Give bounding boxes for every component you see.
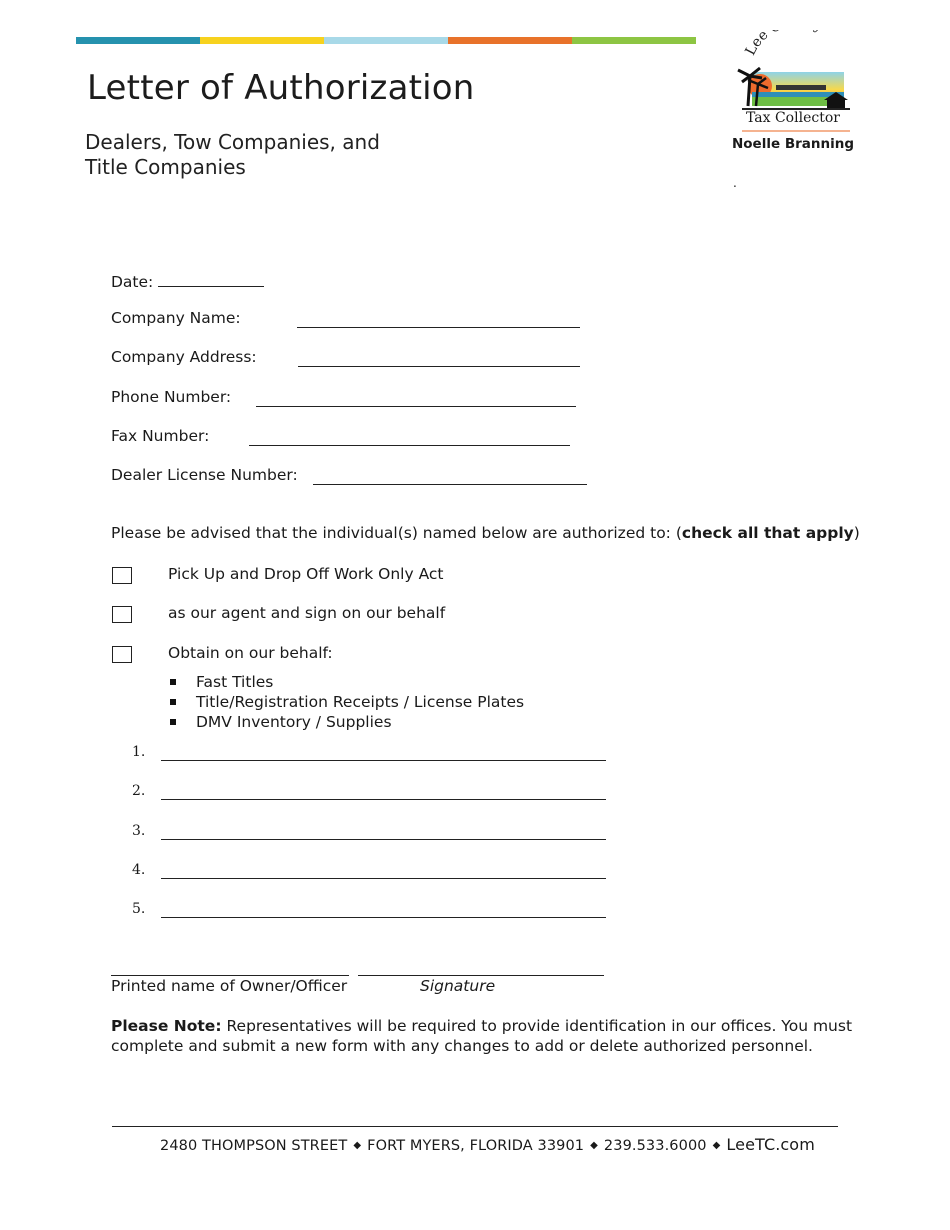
checkbox-label-obtain: Obtain on our behalf: xyxy=(168,644,333,662)
color-bar-segment xyxy=(572,37,696,44)
authorized-person-line-5[interactable] xyxy=(161,902,606,918)
authorization-intro-bold: check all that apply xyxy=(681,524,854,542)
printed-name-label: Printed name of Owner/Officer xyxy=(111,977,348,995)
number-label: 4. xyxy=(132,862,146,878)
dealer-license-field xyxy=(111,466,298,484)
dealer-license-input-line[interactable] xyxy=(313,468,587,485)
fax-field xyxy=(111,427,209,445)
lee-county-tax-collector-logo xyxy=(728,30,858,160)
page-subtitle xyxy=(85,130,380,180)
fax-label: Fax Number: xyxy=(111,427,210,445)
dealer-license-label: Dealer License Number: xyxy=(111,466,298,484)
logo-arc-text: Lee xyxy=(742,30,772,59)
header-color-bar xyxy=(76,37,696,44)
diamond-separator-icon: ◆ xyxy=(353,1140,362,1151)
footer-address xyxy=(160,1135,815,1154)
authorized-person-line-4[interactable] xyxy=(161,863,606,879)
date-input-line[interactable] xyxy=(158,270,264,287)
bullet-square-icon xyxy=(170,719,176,725)
checkbox-pickup-dropoff[interactable] xyxy=(112,567,132,584)
footer-street: 2480 THOMPSON STREET xyxy=(160,1138,348,1154)
list-item-text: Title/Registration Receipts / License Plates xyxy=(196,693,525,711)
authorization-intro xyxy=(111,524,860,542)
number-label: 3. xyxy=(132,823,146,839)
list-item xyxy=(168,712,524,732)
logo-name: Noelle Branning xyxy=(731,136,855,152)
checkbox-label-agent-sign: as our agent and sign on our behalf xyxy=(168,604,446,622)
date-field xyxy=(111,270,264,291)
number-label: 5. xyxy=(132,901,146,917)
company-name-label: Company Name: xyxy=(111,309,241,327)
obtain-sub-list xyxy=(168,672,524,732)
list-item-text: Fast Titles xyxy=(196,673,274,691)
logo-skyline xyxy=(776,85,826,90)
list-item-text: DMV Inventory / Supplies xyxy=(196,713,392,731)
company-name-input-line[interactable] xyxy=(297,311,580,328)
footer-phone: 239.533.6000 xyxy=(603,1138,707,1154)
phone-field xyxy=(111,388,231,406)
note-text: Representatives will be required to provide identification in our offices. You must complete and submit a new form with any changes to add or delete authorized personnel. xyxy=(111,1017,853,1055)
signature-line[interactable] xyxy=(358,975,604,976)
diamond-separator-icon: ◆ xyxy=(590,1140,598,1151)
checkbox-label-pickup-dropoff: Pick Up and Drop Off Work Only Act xyxy=(168,565,444,583)
company-address-field xyxy=(111,348,257,366)
list-item xyxy=(168,672,524,692)
color-bar-segment xyxy=(200,37,324,44)
note-label: Please Note: xyxy=(111,1017,222,1035)
house-body xyxy=(827,100,845,108)
printed-name-line[interactable] xyxy=(111,975,349,976)
checkbox-agent-sign[interactable] xyxy=(112,606,132,623)
authorization-intro-text: Please be advised that the individual(s) named below are authorized to: ( xyxy=(111,524,682,542)
footer-city: FORT MYERS, FLORIDA 33901 xyxy=(367,1138,585,1154)
number-label: 1. xyxy=(132,744,146,760)
authorized-person-line-2[interactable] xyxy=(161,784,606,800)
color-bar-segment xyxy=(324,37,448,44)
company-address-label: Company Address: xyxy=(111,348,257,366)
bullet-square-icon xyxy=(170,679,176,685)
please-note xyxy=(111,1016,871,1056)
date-label: Date: xyxy=(111,273,154,291)
footer-website-link[interactable]: LeeTC.com xyxy=(726,1135,815,1154)
footer-divider xyxy=(112,1126,838,1127)
authorized-person-line-3[interactable] xyxy=(161,824,606,840)
phone-label: Phone Number: xyxy=(111,388,232,406)
diamond-separator-icon: ◆ xyxy=(712,1140,721,1151)
authorization-intro-end: ) xyxy=(853,524,860,542)
color-bar-segment xyxy=(448,37,572,44)
fax-input-line[interactable] xyxy=(249,429,570,446)
checkbox-obtain[interactable] xyxy=(112,646,132,663)
phone-input-line[interactable] xyxy=(256,390,576,407)
bullet-square-icon xyxy=(170,699,176,705)
list-item xyxy=(168,692,524,712)
subtitle-line-2: Title Companies xyxy=(85,155,246,179)
logo-tax-collector: Tax Collector xyxy=(746,110,840,126)
subtitle-line-1: Dealers, Tow Companies, and xyxy=(85,130,380,154)
signature-label: Signature xyxy=(420,977,496,995)
color-bar-segment xyxy=(76,37,200,44)
stray-dot: . xyxy=(733,176,737,190)
page-title: Letter of Authorization xyxy=(87,68,475,108)
company-address-input-line[interactable] xyxy=(298,350,580,367)
authorized-person-line-1[interactable] xyxy=(161,745,606,761)
company-name-field xyxy=(111,309,241,327)
number-label: 2. xyxy=(132,783,146,799)
